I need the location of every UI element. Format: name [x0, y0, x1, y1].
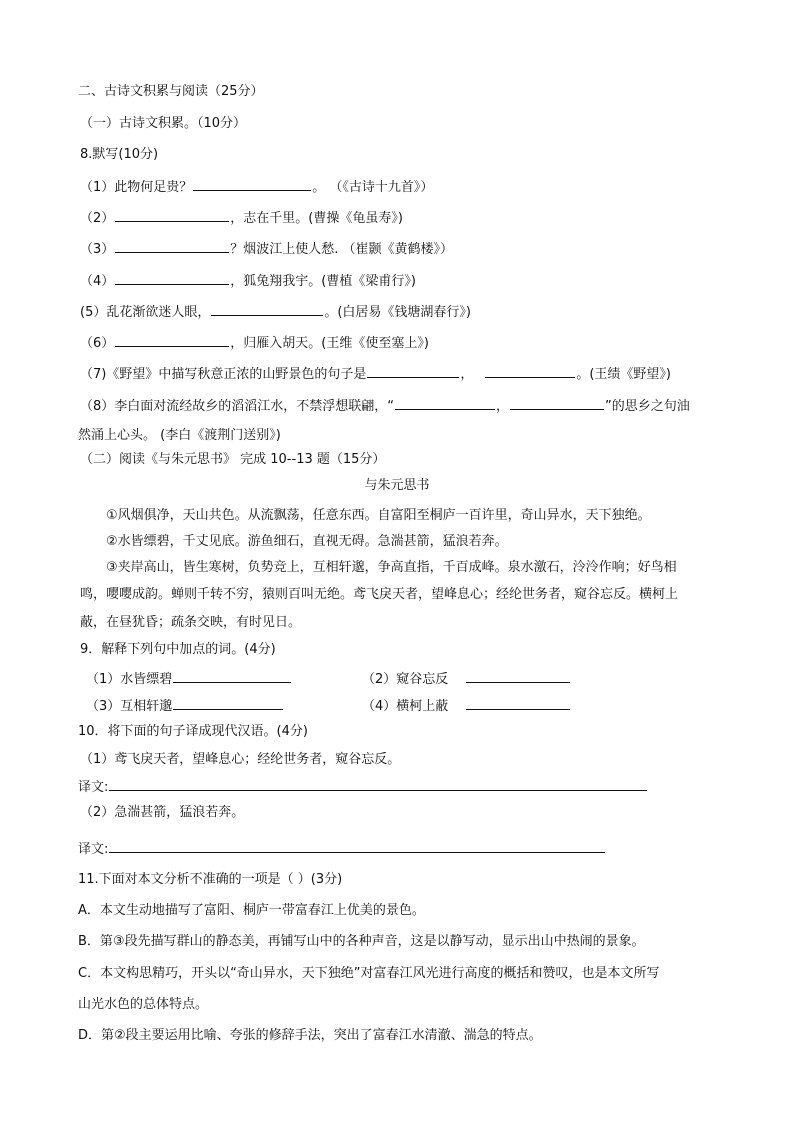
- answer-blank[interactable]: [367, 365, 459, 378]
- q8-item-6: （6） ，归雁入胡天。(王维《使至塞上》): [80, 336, 429, 351]
- q11-option-b[interactable]: B．第③段先描写群山的静态美，再铺写山中的各种声音，这是以静写动，显示出山中热闹的景象。: [78, 934, 645, 949]
- q9-item-1: （1）水皆缥碧: [86, 670, 292, 688]
- q8-title: 8.默写(10分): [80, 147, 159, 162]
- q10-sentence-1: （1）鸢飞戾天者，望峰息心；经纶世务者，窥谷忘反。: [80, 752, 401, 767]
- answer-blank[interactable]: [466, 697, 570, 710]
- q11-title: 11.下面对本文分析不准确的一项是（ ）(3分): [78, 872, 343, 887]
- answer-blank[interactable]: [115, 240, 229, 253]
- q10-translation-1: 译文:: [78, 778, 648, 796]
- answer-blank[interactable]: [211, 303, 323, 316]
- part2-title: （二）阅读《与朱元思书》 完成 10--13 题（15分）: [80, 452, 386, 467]
- q11-option-a[interactable]: A．本文生动地描写了富阳、桐庐一带富春江上优美的景色。: [78, 903, 425, 918]
- q11-option-c[interactable]: C．本文构思精巧，开头以“奇山异水，天下独绝”对富春江风光进行高度的概括和赞叹，也是本文所写: [78, 966, 660, 981]
- translation-line[interactable]: [109, 778, 647, 791]
- q8-item-8: （8）李白面对流经故乡的滔滔江水，不禁浮想联翩，“ ， ”的思乡之句油: [80, 399, 690, 414]
- answer-blank[interactable]: [115, 334, 229, 347]
- answer-blank[interactable]: [115, 209, 229, 222]
- answer-blank[interactable]: [510, 397, 604, 410]
- q10-translation-2: 译文:: [78, 840, 606, 858]
- q8-item-3: （3） ？烟波江上使人愁. （崔颢《黄鹤楼》）: [80, 242, 454, 257]
- q9-item-3: （3）互相轩邈: [86, 697, 284, 715]
- answer-blank[interactable]: [115, 272, 229, 285]
- essay-paragraph-3-line-2: 鸣，嘤嘤成韵。蝉则千转不穷，猿则百叫无绝。鸢飞戾天者，望峰息心；经纶世务者，窥谷忘反。横柯上: [80, 587, 679, 602]
- q8-item-1: （1）此物何足贵？ 。 （《古诗十九首》）: [80, 180, 434, 195]
- essay-paragraph-1: ①风烟俱净，天山共色。从流飘荡，任意东西。自富阳至桐庐一百许里，奇山异水，天下独绝。: [106, 508, 651, 523]
- answer-blank[interactable]: [466, 670, 570, 683]
- q8-item-5: (5）乱花渐欲迷人眼， 。(白居易《钱塘湖春行》): [80, 305, 471, 320]
- q11-option-c-continued: 山光水色的总体特点。: [78, 997, 209, 1012]
- essay-paragraph-2: ②水皆缥碧，千丈见底。游鱼细石，直视无碍。急湍甚箭，猛浪若奔。: [106, 534, 508, 549]
- q8-item-2: （2） ，志在千里。(曹操《龟虽寿》): [80, 211, 403, 226]
- q10-sentence-2: （2）急湍甚箭，猛浪若奔。: [80, 805, 245, 820]
- essay-paragraph-3-line-3: 蔽，在昼犹昏；疏条交映，有时见日。: [80, 615, 302, 630]
- answer-blank[interactable]: [173, 670, 291, 683]
- answer-blank[interactable]: [395, 397, 495, 410]
- part1-title: （一）古诗文积累。（10分）: [80, 116, 247, 131]
- q11-option-d[interactable]: D．第②段主要运用比喻、夸张的修辞手法，突出了富春江水清澈、湍急的特点。: [78, 1028, 542, 1043]
- answer-blank[interactable]: [173, 697, 283, 710]
- q9-title: 9．解释下列句中加点的词。(4分): [80, 642, 276, 657]
- section-title: 二、古诗文积累与阅读（25分）: [78, 84, 264, 99]
- essay-title: 与朱元思书: [364, 478, 430, 493]
- q8-item-7: （7)《野望》中描写秋意正浓的山野景色的句子是 ， 。(王绩《野望》): [80, 367, 672, 382]
- q8-item-8-continued: 然涌上心头。 (李白《渡荆门送别》): [78, 428, 281, 443]
- essay-paragraph-3-line-1: ③夹岸高山，皆生寒树，负势竞上，互相轩邈，争高直指，千百成峰。泉水激石，泠泠作响；好鸟相: [106, 560, 677, 575]
- q10-title: 10．将下面的句子译成现代汉语。(4分): [78, 724, 308, 739]
- q9-item-4: （4）横柯上蔽: [362, 697, 571, 715]
- q8-item-4: （4） ，狐兔翔我宇。(曹植《梁甫行》): [80, 274, 416, 289]
- q9-item-2: （2）窥谷忘反: [362, 670, 571, 688]
- answer-blank[interactable]: [193, 178, 311, 191]
- translation-line[interactable]: [109, 840, 605, 853]
- answer-blank[interactable]: [485, 365, 575, 378]
